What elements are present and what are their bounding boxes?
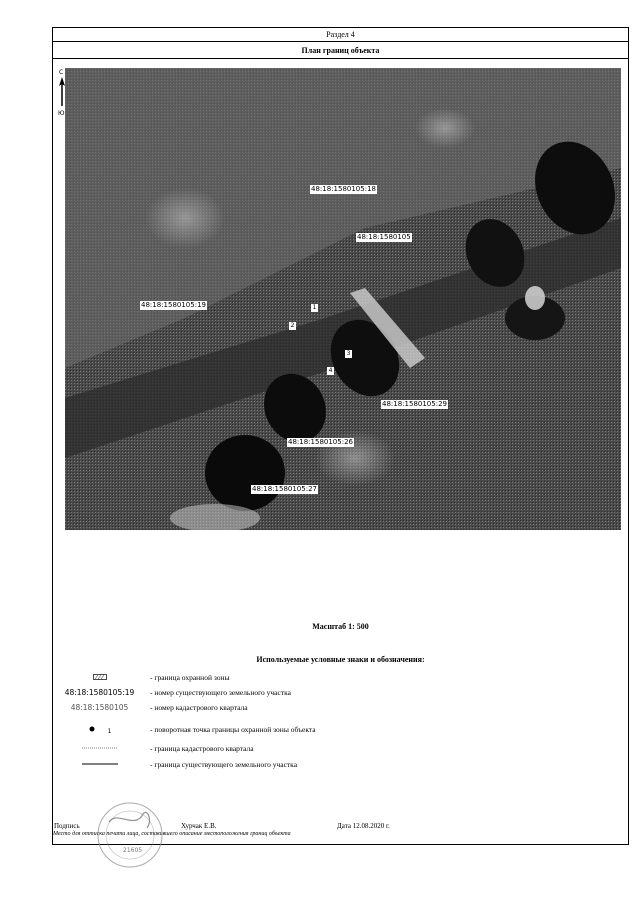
page-title: План границ объекта bbox=[53, 42, 628, 59]
turning-point-label: 2 bbox=[290, 322, 295, 329]
turning-point-icon: 1 bbox=[53, 725, 146, 735]
compass-north: С bbox=[59, 69, 64, 76]
legend-title: Используемые условные знаки и обозначения: bbox=[256, 655, 425, 664]
stamp-place-note: Место для оттиска печати лица, составившего описание местоположения границ объекта bbox=[53, 831, 291, 837]
document-frame bbox=[52, 27, 629, 845]
signature-label: Подпись bbox=[54, 822, 80, 830]
aerial-map bbox=[65, 68, 621, 530]
map-scale: Масштаб 1: 500 bbox=[312, 622, 369, 631]
parcel-label: 48:18:1580105:18 bbox=[311, 185, 376, 193]
legend-item: - граница охранной зоны bbox=[53, 673, 628, 687]
legend-item: 1 - поворотная точка границы охранной зоны объекта bbox=[53, 725, 628, 739]
parcel-label: 48:18:1580105:27 bbox=[252, 485, 317, 493]
cadastral-quarter-label: 48:18:1580105 bbox=[357, 233, 411, 241]
signature-date: Дата 12.08.2020 г. bbox=[337, 822, 390, 830]
parcel-label: 48:18:1580105:26 bbox=[288, 438, 353, 446]
legend-item: - граница существующего земельного участка bbox=[53, 760, 628, 774]
protection-zone-hatch-icon bbox=[53, 673, 146, 682]
legend-item: 48:18:1580105:19 - номер существующего земельного участка bbox=[64, 688, 291, 697]
turning-point-label: 3 bbox=[346, 350, 351, 357]
stamp-number: 21605 bbox=[123, 847, 143, 854]
signer-name: Хурчак Е.В. bbox=[181, 822, 217, 830]
legend-item: 48:18:1580105 - номер кадастрового квартала bbox=[70, 703, 248, 712]
legend-item: - граница кадастрового квартала bbox=[53, 744, 628, 758]
parcel-label: 48:18:1580105:29 bbox=[382, 400, 447, 408]
parcel-label: 48:18:1580105:19 bbox=[141, 301, 206, 309]
turning-point-label: 4 bbox=[328, 367, 333, 374]
section-header: Раздел 4 bbox=[53, 28, 628, 42]
aerial-photo bbox=[65, 68, 621, 530]
compass-south: Ю bbox=[58, 110, 65, 117]
turning-point-label: 1 bbox=[312, 304, 317, 311]
seal-stamp-icon bbox=[87, 800, 173, 870]
solid-line-icon bbox=[53, 760, 146, 769]
dashed-line-icon bbox=[53, 744, 146, 753]
